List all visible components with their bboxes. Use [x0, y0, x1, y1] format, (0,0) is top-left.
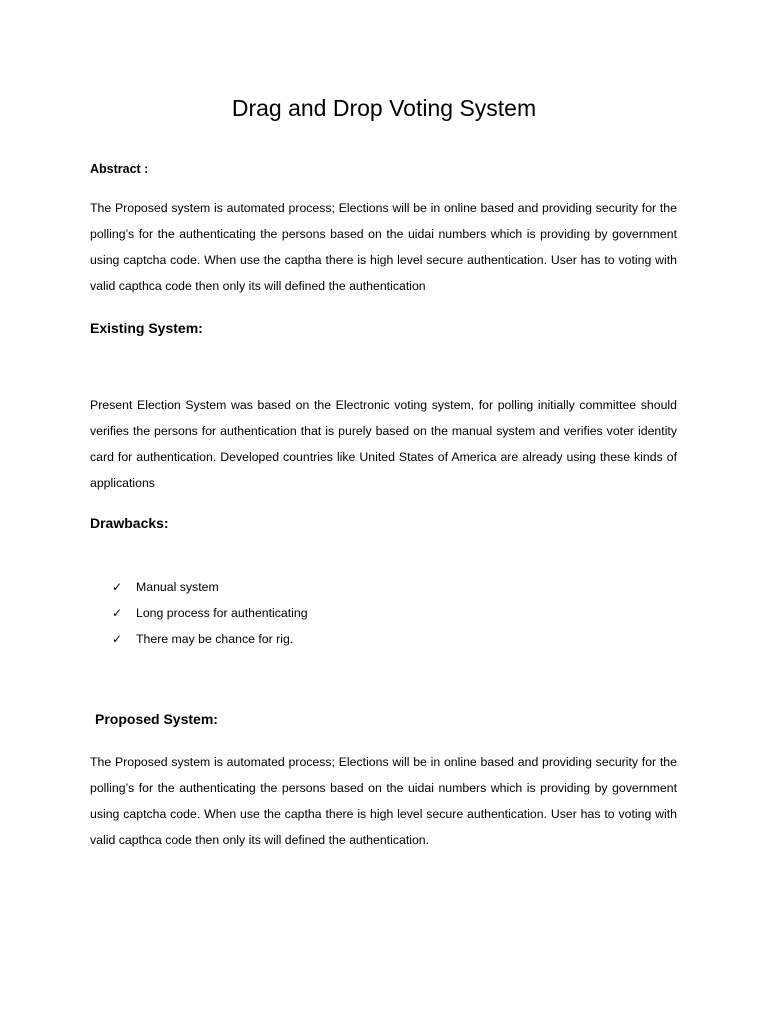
list-item	[112, 600, 308, 626]
list-item-label: Manual system	[136, 580, 219, 594]
check-icon: ✓	[112, 632, 123, 646]
existing-system-heading: Existing System:	[90, 320, 203, 336]
proposed-system-heading: Proposed System:	[95, 711, 218, 727]
drawbacks-list	[112, 574, 308, 652]
document-title: Drag and Drop Voting System	[231, 95, 537, 121]
list-item	[112, 574, 308, 600]
proposed-system-paragraph: The Proposed system is automated process; Elections will be in online based and providing security for the polling’s for the authenticating the persons based on the uidai numbers which is providing by government using captcha code. When use the captha there is high level secure authentication. User has to voting with valid capthca code then only its will defined the authentication.	[90, 755, 677, 847]
drawbacks-heading: Drawbacks:	[90, 515, 169, 531]
check-icon: ✓	[112, 606, 123, 620]
list-item	[112, 626, 308, 652]
check-icon: ✓	[112, 580, 123, 594]
list-item-label: Long process for authenticating	[136, 606, 308, 620]
abstract-paragraph: The Proposed system is automated process; Elections will be in online based and providing security for the polling’s for the authenticating the persons based on the uidai numbers which is providing by government using captcha code. When use the captha there is high level secure authentication. User has to voting with valid capthca code then only its will defined the authentication	[90, 201, 677, 293]
existing-system-paragraph: Present Election System was based on the Electronic voting system, for polling initially committee should verifies the persons for authentication that is purely based on the manual system and verifies voter identity card for authentication. Developed countries like United States of America are already using these kinds of applications	[90, 398, 677, 490]
list-item-label: There may be chance for rig.	[136, 632, 294, 646]
abstract-label: Abstract :	[90, 162, 149, 176]
